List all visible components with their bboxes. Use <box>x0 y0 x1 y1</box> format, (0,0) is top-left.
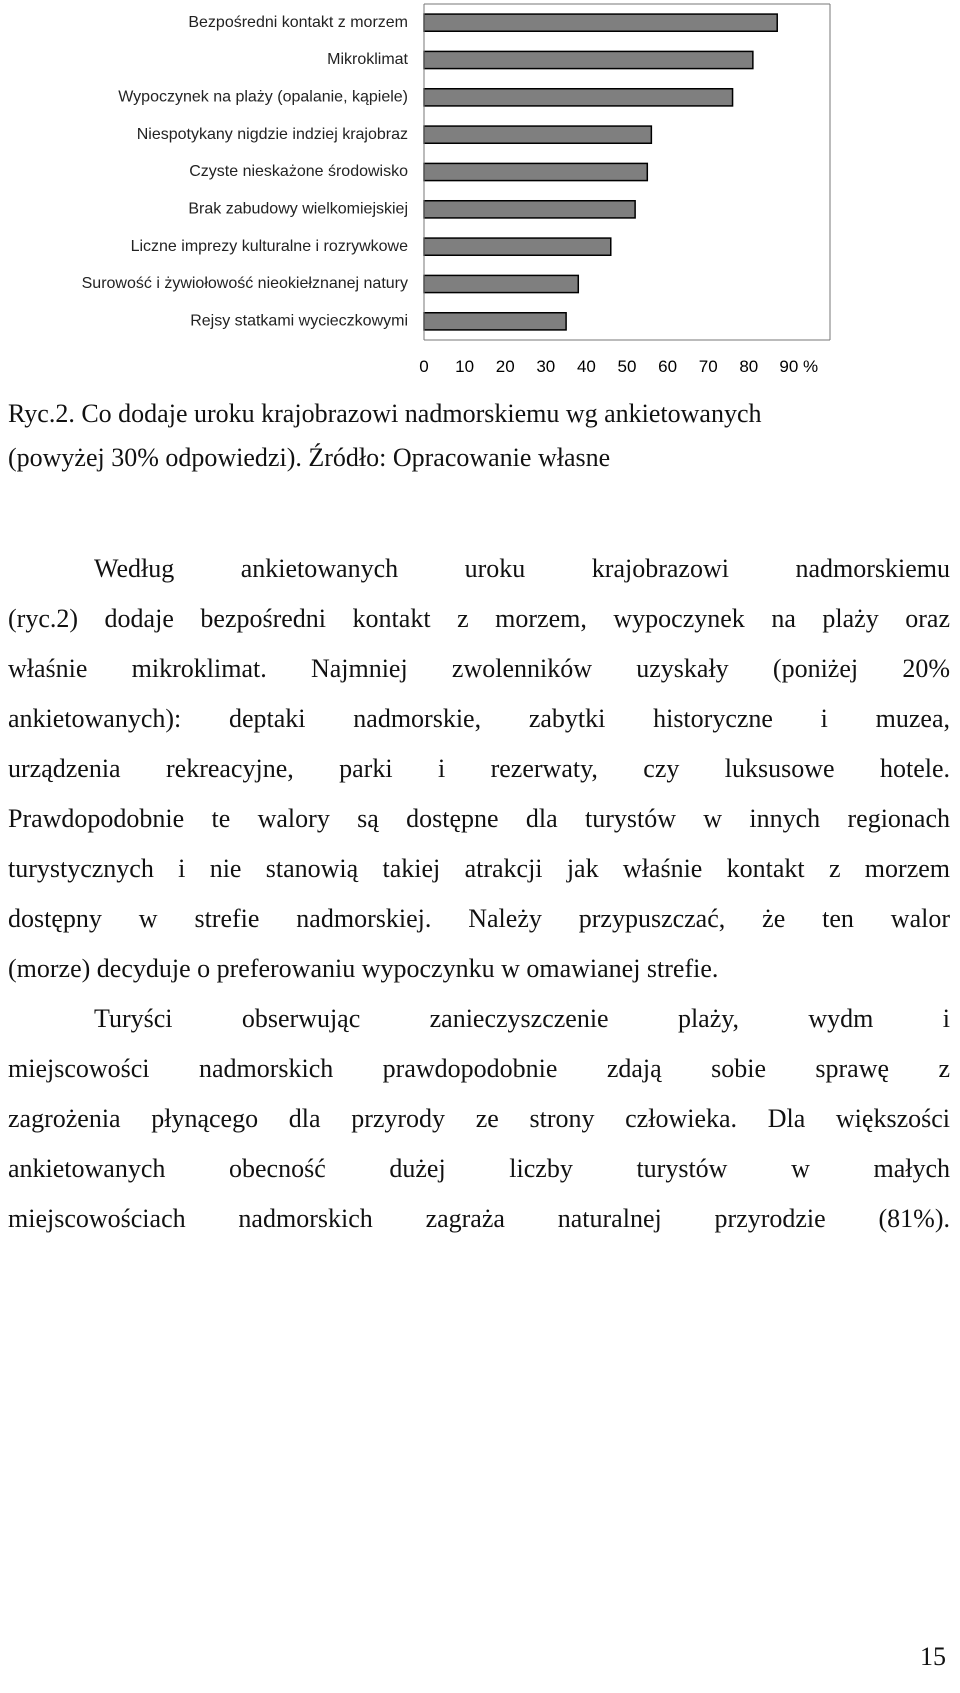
page-number: 15 <box>920 1642 946 1671</box>
paragraph-1-line: właśnie mikroklimat. Najmniej zwolenników uzyskały (poniżej 20% <box>8 654 950 683</box>
x-tick-label: 10 <box>455 357 475 376</box>
x-tick-label: 30 <box>536 357 556 376</box>
category-label: Niespotykany nigdzie indziej krajobraz <box>136 125 408 143</box>
paragraph-2-line: Turyści obserwując zanieczyszczenie plaży, wydm i <box>94 1004 950 1033</box>
paragraph-1-line: turystycznych i nie stanowią takiej atrakcji jak właśnie kontakt z morzem <box>8 854 950 883</box>
x-tick-label: 70 <box>698 357 718 376</box>
category-label: Czyste nieskażone środowisko <box>189 163 408 181</box>
caption-line-1: Ryc.2. Co dodaje uroku krajobrazowi nadmorskiemu wg ankietowanych <box>8 399 762 428</box>
paragraph-1-line: (morze) decyduje o preferowaniu wypoczynku w omawianej strefie. <box>8 954 719 983</box>
bar-chart <box>0 0 960 400</box>
paragraph-1 <box>8 544 950 994</box>
bar <box>424 163 647 180</box>
category-label: Rejsy statkami wycieczkowymi <box>190 312 408 330</box>
bar <box>424 14 777 31</box>
category-label: Bezpośredni kontakt z morzem <box>188 13 408 31</box>
category-label: Brak zabudowy wielkomiejskiej <box>188 200 408 218</box>
x-tick-labels <box>419 357 818 376</box>
figure-caption <box>8 392 950 480</box>
paragraph-2-line: zagrożenia płynącego dla przyrody ze strony człowieka. Dla większości <box>8 1104 950 1133</box>
bars <box>424 14 777 330</box>
paragraph-1-line: ankietowanych): deptaki nadmorskie, zabytki historyczne i muzea, <box>8 704 950 733</box>
x-tick-label: 90 % <box>779 357 819 376</box>
bar <box>424 238 611 255</box>
category-labels <box>82 14 409 330</box>
bar <box>424 51 753 68</box>
paragraph-1-line: Prawdopodobnie te walory są dostępne dla turystów w innych regionach <box>8 804 950 833</box>
bar <box>424 201 635 218</box>
category-label: Mikroklimat <box>327 51 408 69</box>
bar <box>424 126 651 143</box>
x-tick-label: 40 <box>576 357 596 376</box>
paragraph-2-line: ankietowanych obecność dużej liczby turystów w małych <box>8 1154 950 1183</box>
x-tick-label: 20 <box>495 357 515 376</box>
category-label: Liczne imprezy kulturalne i rozrywkowe <box>130 237 408 255</box>
x-tick-label: 50 <box>617 357 637 376</box>
x-tick-label: 60 <box>658 357 678 376</box>
paragraph-2 <box>8 994 950 1244</box>
paragraph-2-line: miejscowości nadmorskich prawdopodobnie zdają sobie sprawę z <box>8 1054 950 1083</box>
bar <box>424 275 578 292</box>
paragraph-1-line: Według ankietowanych uroku krajobrazowi nadmorskiemu <box>94 554 950 583</box>
paragraph-1-line: dostępny w strefie nadmorskiej. Należy przypuszczać, że ten walor <box>8 904 950 933</box>
caption-line-2: (powyżej 30% odpowiedzi). Źródło: Opracowanie własne <box>8 443 611 472</box>
category-label: Wypoczynek na plaży (opalanie, kąpiele) <box>118 88 408 106</box>
paragraph-1-line: urządzenia rekreacyjne, parki i rezerwaty, czy luksusowe hotele. <box>8 754 950 783</box>
x-tick-label: 0 <box>419 357 429 376</box>
bar <box>424 89 733 106</box>
bar <box>424 313 566 330</box>
x-tick-label: 80 <box>739 357 759 376</box>
category-label: Surowość i żywiołowość nieokiełznanej natury <box>81 275 408 293</box>
paragraph-2-line: miejscowościach nadmorskich zagraża naturalnej przyrodzie (81%). <box>8 1204 950 1233</box>
paragraph-1-line: (ryc.2) dodaje bezpośredni kontakt z morzem, wypoczynek na plaży oraz <box>8 604 950 633</box>
